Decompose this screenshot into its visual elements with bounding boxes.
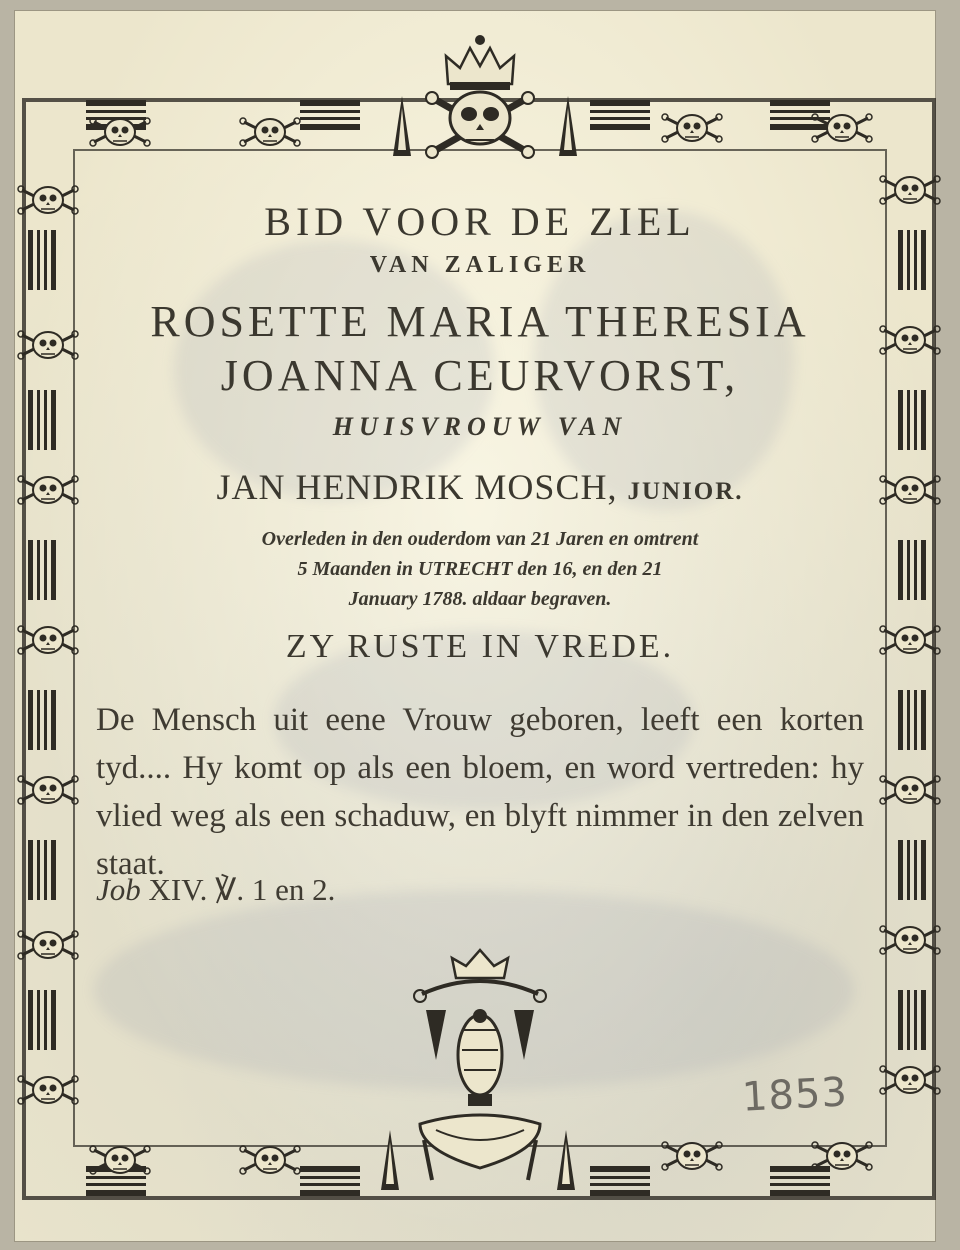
husband-name — [70, 466, 890, 508]
pencil-annotation: 1853 — [740, 1069, 849, 1121]
scripture-book: Job — [96, 872, 141, 907]
heading-of-blessed: VAN ZALIGER — [369, 252, 591, 278]
wife-of-label: HUISVROUW VAN — [332, 412, 628, 441]
rest-in-peace: ZY RUSTE IN VREDE. — [285, 628, 675, 665]
heading-pray: BID VOOR DE ZIEL — [264, 199, 696, 244]
death-details — [90, 524, 870, 614]
deceased-name-line1: ROSETTE MARIA THERESIA — [150, 297, 810, 346]
scripture-reference — [96, 872, 335, 908]
death-details-line2: 5 Maanden in UTRECHT den 16, en den 21 — [297, 558, 663, 580]
deceased-name-line2: JOANNA CEURVORST, — [220, 351, 740, 400]
death-details-line1: Overleden in den ouderdom van 21 Jaren en omtrent — [261, 528, 699, 550]
husband-name-suffix: JUNIOR. — [627, 478, 744, 505]
death-details-line3: January 1788. aldaar begraven. — [348, 588, 612, 610]
scripture-chapter-verse: XIV. ℣. 1 en 2. — [148, 872, 336, 907]
crown-skull-ornament — [426, 35, 534, 158]
urn-ornament — [414, 950, 546, 1180]
husband-name-main: JAN HENDRIK MOSCH, — [216, 467, 618, 507]
scripture-verse: De Mensch uit eene Vrouw geboren, leeft een korten tyd.... Hy komt op als een bloem, en word vertreden: hy vlied weg als een schaduw, en blyft nimmer in den zelven staat. — [96, 702, 864, 882]
